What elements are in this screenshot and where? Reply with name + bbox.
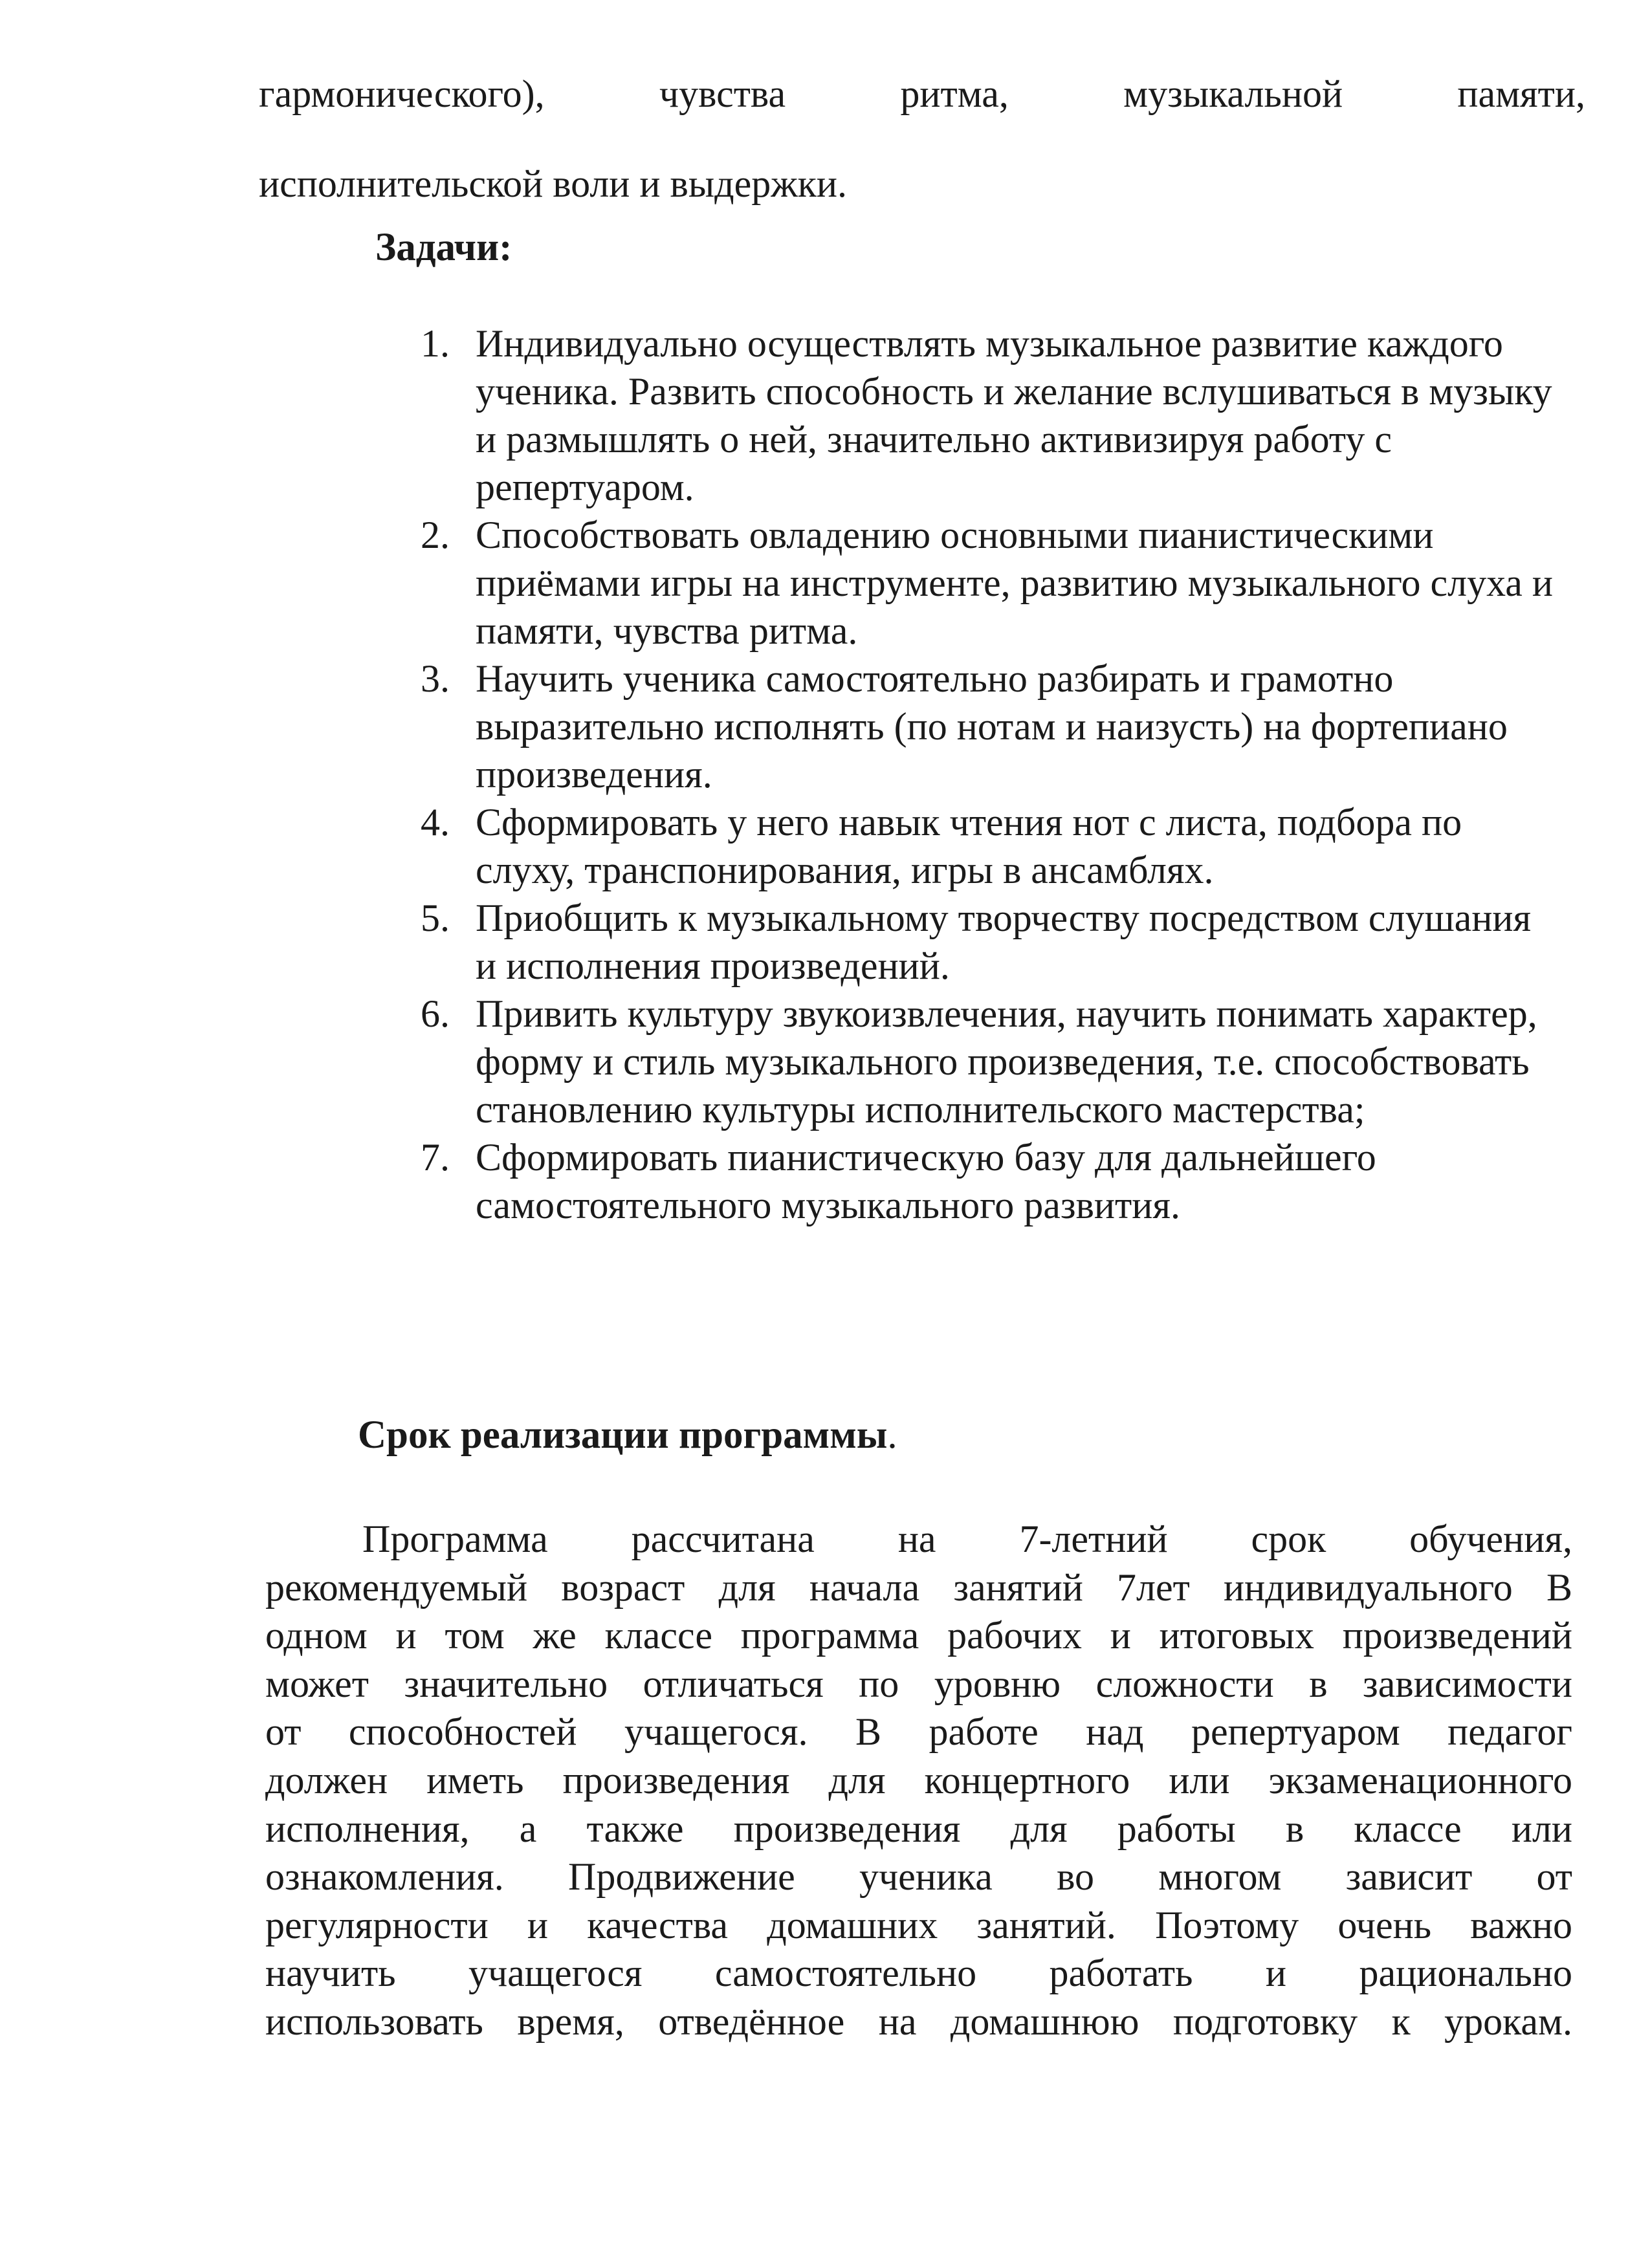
intro-word: чувства — [659, 72, 786, 115]
term-line: может значительно отличаться по уровню сложности в зависимости — [265, 1662, 1572, 1705]
task-text: Сформировать пианистическую базу для дальнейшего самостоятельного музыкального развития. — [476, 1136, 1376, 1227]
task-item — [421, 894, 1559, 990]
tasks-list — [421, 320, 1559, 1229]
term-line: использовать время, отведённое на домашнюю подготовку к урокам. — [265, 2000, 1572, 2043]
term-heading-dot: . — [887, 1413, 897, 1457]
intro-word: музыкальной — [1123, 72, 1343, 115]
intro-paragraph — [259, 49, 1585, 229]
task-number: 7. — [421, 1136, 450, 1179]
task-number: 6. — [421, 992, 450, 1035]
task-item — [421, 1133, 1559, 1229]
task-text: Индивидуально осуществлять музыкальное развитие каждого ученика. Развить способность и желание вслушиваться в музыку и размышлять о ней, значительно активизируя работу с репертуаром. — [476, 322, 1552, 508]
term-line: одном и том же классе программа рабочих и итоговых произведений — [265, 1614, 1572, 1657]
intro-word: гармонического), — [259, 72, 545, 115]
term-line: исполнения, а также произведения для работы в классе или — [265, 1807, 1572, 1850]
intro-line-2: исполнительской воли и выдержки. — [259, 162, 848, 205]
term-heading-text: Срок реализации программы — [358, 1413, 888, 1457]
task-number: 1. — [421, 322, 450, 365]
intro-word: памяти, — [1457, 72, 1585, 115]
task-text: Способствовать овладению основными пианистическими приёмами игры на инструменте, развитию музыкального слуха и памяти, чувства ритма. — [476, 514, 1554, 652]
task-number: 2. — [421, 514, 450, 556]
term-line: научить учащегося самостоятельно работать и рационально — [265, 1952, 1572, 1995]
task-item — [421, 655, 1559, 798]
task-item — [421, 798, 1559, 894]
task-text: Сформировать у него навык чтения нот с листа, подбора по слуху, транспонирования, игры в ансамблях. — [476, 801, 1462, 891]
task-number: 3. — [421, 657, 450, 700]
intro-word: ритма, — [900, 72, 1009, 115]
task-item — [421, 320, 1559, 511]
term-line: регулярности и качества домашних занятий. Поэтому очень важно — [265, 1903, 1572, 1946]
intro-line-1 — [259, 49, 1585, 139]
task-number: 4. — [421, 801, 450, 844]
task-text: Научить ученика самостоятельно разбирать и грамотно выразительно исполнять (по нотам и наизусть) на фортепиано произведения. — [476, 657, 1508, 796]
task-item — [421, 511, 1559, 655]
term-paragraph — [265, 1515, 1572, 2046]
term-line: Программа рассчитана на 7-летний срок обучения, — [362, 1518, 1572, 1560]
term-line: ознакомления. Продвижение ученика во многом зависит от — [265, 1855, 1572, 1899]
term-line: должен иметь произведения для концертного или экзаменационного — [265, 1758, 1572, 1802]
term-heading — [358, 1413, 897, 1458]
task-item — [421, 990, 1559, 1133]
task-text: Привить культуру звукоизвлечения, научить понимать характер, форму и стиль музыкального произведения, т.е. способствовать становлению культуры исполнительского мастерства; — [476, 992, 1537, 1131]
task-text: Приобщить к музыкальному творчеству посредством слушания и исполнения произведений. — [476, 897, 1532, 987]
task-number: 5. — [421, 897, 450, 939]
term-line: рекомендуемый возраст для начала занятий 7лет индивидуального В — [265, 1565, 1572, 1609]
tasks-heading: Задачи: — [375, 226, 512, 269]
term-line: от способностей учащегося. В работе над репертуаром педагог — [265, 1710, 1572, 1754]
